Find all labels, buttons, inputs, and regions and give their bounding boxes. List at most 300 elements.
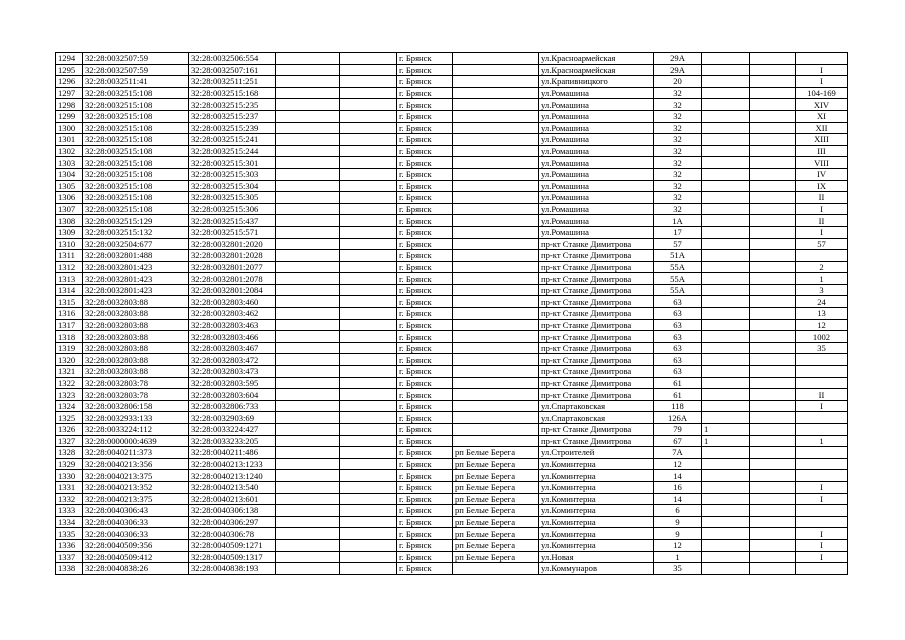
city-cell: г. Брянск bbox=[397, 250, 453, 262]
house-number-cell: 32 bbox=[654, 157, 702, 169]
row-number: 1329 bbox=[56, 458, 83, 470]
empty-col-11 bbox=[750, 145, 796, 157]
building-letter-cell bbox=[702, 551, 750, 563]
city-cell: г. Брянск bbox=[397, 157, 453, 169]
table-row bbox=[56, 493, 848, 505]
city-cell: г. Брянск bbox=[397, 493, 453, 505]
empty-col-5 bbox=[340, 354, 397, 366]
street-cell: ул.Коминтерна bbox=[539, 458, 654, 470]
empty-col-4 bbox=[276, 157, 340, 169]
settlement-cell: рп Белые Берега bbox=[453, 505, 539, 517]
empty-col-4 bbox=[276, 250, 340, 262]
empty-col-4 bbox=[276, 226, 340, 238]
empty-col-4 bbox=[276, 331, 340, 343]
street-cell: пр-кт Станке Димитрова bbox=[539, 261, 654, 273]
city-cell: г. Брянск bbox=[397, 505, 453, 517]
empty-col-4 bbox=[276, 377, 340, 389]
object-cadastral-number: 32:28:0032507:161 bbox=[189, 64, 276, 76]
object-cadastral-number: 32:28:0032515:303 bbox=[189, 168, 276, 180]
empty-col-11 bbox=[750, 505, 796, 517]
apartment-cell: II bbox=[796, 389, 848, 401]
empty-col-11 bbox=[750, 389, 796, 401]
building-letter-cell bbox=[702, 354, 750, 366]
row-number: 1300 bbox=[56, 122, 83, 134]
empty-col-5 bbox=[340, 481, 397, 493]
parcel-cadastral-number: 32:28:0040213:356 bbox=[83, 458, 189, 470]
street-cell: пр-кт Станке Димитрова bbox=[539, 366, 654, 378]
house-number-cell: 32 bbox=[654, 99, 702, 111]
settlement-cell bbox=[453, 273, 539, 285]
row-number: 1317 bbox=[56, 319, 83, 331]
object-cadastral-number: 32:28:0032803:604 bbox=[189, 389, 276, 401]
building-letter-cell bbox=[702, 539, 750, 551]
apartment-cell: I bbox=[796, 481, 848, 493]
empty-col-4 bbox=[276, 273, 340, 285]
apartment-cell: XIV bbox=[796, 99, 848, 111]
empty-col-4 bbox=[276, 215, 340, 227]
empty-col-4 bbox=[276, 435, 340, 447]
empty-col-11 bbox=[750, 180, 796, 192]
empty-col-11 bbox=[750, 412, 796, 424]
empty-col-5 bbox=[340, 296, 397, 308]
building-letter-cell bbox=[702, 122, 750, 134]
building-letter-cell bbox=[702, 238, 750, 250]
city-cell: г. Брянск bbox=[397, 528, 453, 540]
house-number-cell: 63 bbox=[654, 319, 702, 331]
empty-col-4 bbox=[276, 296, 340, 308]
building-letter-cell bbox=[702, 215, 750, 227]
house-number-cell: 32 bbox=[654, 134, 702, 146]
empty-col-5 bbox=[340, 215, 397, 227]
house-number-cell: 55А bbox=[654, 273, 702, 285]
street-cell: ул.Ромашина bbox=[539, 203, 654, 215]
empty-col-5 bbox=[340, 53, 397, 65]
empty-col-5 bbox=[340, 377, 397, 389]
city-cell: г. Брянск bbox=[397, 99, 453, 111]
table-row bbox=[56, 273, 848, 285]
street-cell: пр-кт Станке Димитрова bbox=[539, 296, 654, 308]
table-row bbox=[56, 470, 848, 482]
empty-col-11 bbox=[750, 366, 796, 378]
table-row bbox=[56, 528, 848, 540]
street-cell: пр-кт Станке Димитрова bbox=[539, 308, 654, 320]
table-row bbox=[56, 424, 848, 436]
empty-col-11 bbox=[750, 203, 796, 215]
apartment-cell: 1 bbox=[796, 273, 848, 285]
object-cadastral-number: 32:28:0032803:463 bbox=[189, 319, 276, 331]
settlement-cell bbox=[453, 342, 539, 354]
row-number: 1305 bbox=[56, 180, 83, 192]
building-letter-cell bbox=[702, 203, 750, 215]
row-number: 1306 bbox=[56, 192, 83, 204]
settlement-cell bbox=[453, 296, 539, 308]
parcel-cadastral-number: 32:28:0032515:108 bbox=[83, 99, 189, 111]
apartment-cell bbox=[796, 53, 848, 65]
street-cell: ул.Ромашина bbox=[539, 145, 654, 157]
building-letter-cell bbox=[702, 366, 750, 378]
row-number: 1303 bbox=[56, 157, 83, 169]
apartment-cell: II bbox=[796, 192, 848, 204]
object-cadastral-number: 32:28:0032803:462 bbox=[189, 308, 276, 320]
table-row bbox=[56, 203, 848, 215]
empty-col-4 bbox=[276, 528, 340, 540]
apartment-cell bbox=[796, 366, 848, 378]
row-number: 1338 bbox=[56, 563, 83, 575]
object-cadastral-number: 32:28:0032515:237 bbox=[189, 110, 276, 122]
object-cadastral-number: 32:28:0032515:235 bbox=[189, 99, 276, 111]
empty-col-11 bbox=[750, 493, 796, 505]
object-cadastral-number: 32:28:0032801:2077 bbox=[189, 261, 276, 273]
empty-col-4 bbox=[276, 238, 340, 250]
object-cadastral-number: 32:28:0032903:69 bbox=[189, 412, 276, 424]
house-number-cell: 32 bbox=[654, 203, 702, 215]
parcel-cadastral-number: 32:28:0032803:88 bbox=[83, 366, 189, 378]
empty-col-5 bbox=[340, 110, 397, 122]
empty-col-5 bbox=[340, 412, 397, 424]
apartment-cell: 57 bbox=[796, 238, 848, 250]
table-row bbox=[56, 389, 848, 401]
empty-col-11 bbox=[750, 87, 796, 99]
building-letter-cell bbox=[702, 493, 750, 505]
empty-col-4 bbox=[276, 145, 340, 157]
row-number: 1308 bbox=[56, 215, 83, 227]
object-cadastral-number: 32:28:0032803:467 bbox=[189, 342, 276, 354]
empty-col-4 bbox=[276, 342, 340, 354]
apartment-cell: II bbox=[796, 215, 848, 227]
parcel-cadastral-number: 32:28:0040213:375 bbox=[83, 493, 189, 505]
settlement-cell: рп Белые Берега bbox=[453, 493, 539, 505]
building-letter-cell bbox=[702, 296, 750, 308]
house-number-cell: 67 bbox=[654, 435, 702, 447]
street-cell: пр-кт Станке Димитрова bbox=[539, 424, 654, 436]
empty-col-4 bbox=[276, 180, 340, 192]
empty-col-11 bbox=[750, 122, 796, 134]
row-number: 1323 bbox=[56, 389, 83, 401]
city-cell: г. Брянск bbox=[397, 412, 453, 424]
empty-col-4 bbox=[276, 458, 340, 470]
table-row bbox=[56, 64, 848, 76]
apartment-cell: I bbox=[796, 528, 848, 540]
object-cadastral-number: 32:28:0032515:241 bbox=[189, 134, 276, 146]
empty-col-5 bbox=[340, 389, 397, 401]
house-number-cell: 32 bbox=[654, 180, 702, 192]
parcel-cadastral-number: 32:28:0040213:375 bbox=[83, 470, 189, 482]
city-cell: г. Брянск bbox=[397, 516, 453, 528]
building-letter-cell bbox=[702, 110, 750, 122]
empty-col-4 bbox=[276, 551, 340, 563]
row-number: 1313 bbox=[56, 273, 83, 285]
building-letter-cell: 1 bbox=[702, 435, 750, 447]
row-number: 1296 bbox=[56, 76, 83, 88]
table-row bbox=[56, 342, 848, 354]
apartment-cell: 1 bbox=[796, 435, 848, 447]
row-number: 1297 bbox=[56, 87, 83, 99]
empty-col-5 bbox=[340, 342, 397, 354]
street-cell: ул.Коминтерна bbox=[539, 505, 654, 517]
empty-col-4 bbox=[276, 400, 340, 412]
empty-col-11 bbox=[750, 226, 796, 238]
apartment-cell: 35 bbox=[796, 342, 848, 354]
apartment-cell: I bbox=[796, 64, 848, 76]
parcel-cadastral-number: 32:28:0033224:112 bbox=[83, 424, 189, 436]
house-number-cell: 55А bbox=[654, 284, 702, 296]
apartment-cell: 12 bbox=[796, 319, 848, 331]
object-cadastral-number: 32:28:0032801:2078 bbox=[189, 273, 276, 285]
empty-col-4 bbox=[276, 424, 340, 436]
building-letter-cell bbox=[702, 284, 750, 296]
empty-col-4 bbox=[276, 563, 340, 575]
parcel-cadastral-number: 32:28:0032806:158 bbox=[83, 400, 189, 412]
parcel-cadastral-number: 32:28:0032507:59 bbox=[83, 53, 189, 65]
empty-col-4 bbox=[276, 168, 340, 180]
street-cell: пр-кт Станке Димитрова bbox=[539, 319, 654, 331]
empty-col-4 bbox=[276, 516, 340, 528]
object-cadastral-number: 32:28:0032803:460 bbox=[189, 296, 276, 308]
settlement-cell bbox=[453, 192, 539, 204]
row-number: 1298 bbox=[56, 99, 83, 111]
house-number-cell: 61 bbox=[654, 377, 702, 389]
row-number: 1320 bbox=[56, 354, 83, 366]
settlement-cell bbox=[453, 238, 539, 250]
settlement-cell bbox=[453, 99, 539, 111]
table-row bbox=[56, 134, 848, 146]
empty-col-5 bbox=[340, 284, 397, 296]
apartment-cell: 2 bbox=[796, 261, 848, 273]
empty-col-4 bbox=[276, 53, 340, 65]
object-cadastral-number: 32:28:0032515:239 bbox=[189, 122, 276, 134]
row-number: 1314 bbox=[56, 284, 83, 296]
empty-col-11 bbox=[750, 296, 796, 308]
apartment-cell bbox=[796, 354, 848, 366]
house-number-cell: 12 bbox=[654, 539, 702, 551]
street-cell: ул.Ромашина bbox=[539, 192, 654, 204]
table-row bbox=[56, 447, 848, 459]
street-cell: ул.Ромашина bbox=[539, 180, 654, 192]
table-row bbox=[56, 435, 848, 447]
empty-col-11 bbox=[750, 458, 796, 470]
parcel-cadastral-number: 32:28:0032504:677 bbox=[83, 238, 189, 250]
settlement-cell: рп Белые Берега bbox=[453, 470, 539, 482]
street-cell: ул.Ромашина bbox=[539, 87, 654, 99]
street-cell: ул.Коминтерна bbox=[539, 516, 654, 528]
empty-col-5 bbox=[340, 447, 397, 459]
row-number: 1335 bbox=[56, 528, 83, 540]
building-letter-cell bbox=[702, 226, 750, 238]
empty-col-5 bbox=[340, 470, 397, 482]
object-cadastral-number: 32:28:0040213:1233 bbox=[189, 458, 276, 470]
row-number: 1304 bbox=[56, 168, 83, 180]
building-letter-cell bbox=[702, 308, 750, 320]
parcel-cadastral-number: 32:28:0032803:78 bbox=[83, 389, 189, 401]
object-cadastral-number: 32:28:0040213:540 bbox=[189, 481, 276, 493]
house-number-cell: 63 bbox=[654, 296, 702, 308]
apartment-cell bbox=[796, 505, 848, 517]
apartment-cell bbox=[796, 458, 848, 470]
street-cell: пр-кт Станке Димитрова bbox=[539, 389, 654, 401]
cadastral-register-table bbox=[55, 52, 848, 575]
table-row bbox=[56, 458, 848, 470]
empty-col-11 bbox=[750, 481, 796, 493]
table-row bbox=[56, 551, 848, 563]
empty-col-4 bbox=[276, 366, 340, 378]
building-letter-cell bbox=[702, 180, 750, 192]
house-number-cell: 32 bbox=[654, 122, 702, 134]
parcel-cadastral-number: 32:28:0032515:108 bbox=[83, 203, 189, 215]
parcel-cadastral-number: 32:28:0032801:423 bbox=[83, 284, 189, 296]
house-number-cell: 16 bbox=[654, 481, 702, 493]
building-letter-cell bbox=[702, 331, 750, 343]
street-cell: ул.Коминтерна bbox=[539, 539, 654, 551]
street-cell: ул.Коминтерна bbox=[539, 470, 654, 482]
table-row bbox=[56, 308, 848, 320]
table-row bbox=[56, 319, 848, 331]
street-cell: ул.Коминтерна bbox=[539, 481, 654, 493]
object-cadastral-number: 32:28:0032515:437 bbox=[189, 215, 276, 227]
settlement-cell: рп Белые Берега bbox=[453, 516, 539, 528]
empty-col-4 bbox=[276, 389, 340, 401]
parcel-cadastral-number: 32:28:0032511:41 bbox=[83, 76, 189, 88]
building-letter-cell bbox=[702, 64, 750, 76]
city-cell: г. Брянск bbox=[397, 122, 453, 134]
object-cadastral-number: 32:28:0032801:2028 bbox=[189, 250, 276, 262]
building-letter-cell bbox=[702, 412, 750, 424]
settlement-cell bbox=[453, 76, 539, 88]
street-cell: пр-кт Станке Димитрова bbox=[539, 284, 654, 296]
city-cell: г. Брянск bbox=[397, 53, 453, 65]
settlement-cell bbox=[453, 157, 539, 169]
table-row bbox=[56, 412, 848, 424]
house-number-cell: 1А bbox=[654, 215, 702, 227]
city-cell: г. Брянск bbox=[397, 87, 453, 99]
city-cell: г. Брянск bbox=[397, 400, 453, 412]
house-number-cell: 51А bbox=[654, 250, 702, 262]
house-number-cell: 6 bbox=[654, 505, 702, 517]
parcel-cadastral-number: 32:28:0032515:132 bbox=[83, 226, 189, 238]
table-row bbox=[56, 110, 848, 122]
empty-col-11 bbox=[750, 76, 796, 88]
city-cell: г. Брянск bbox=[397, 366, 453, 378]
table-row bbox=[56, 563, 848, 575]
row-number: 1326 bbox=[56, 424, 83, 436]
building-letter-cell bbox=[702, 481, 750, 493]
street-cell: пр-кт Станке Димитрова bbox=[539, 354, 654, 366]
object-cadastral-number: 32:28:0032803:472 bbox=[189, 354, 276, 366]
city-cell: г. Брянск bbox=[397, 551, 453, 563]
building-letter-cell bbox=[702, 134, 750, 146]
empty-col-4 bbox=[276, 308, 340, 320]
table-row bbox=[56, 157, 848, 169]
empty-col-5 bbox=[340, 238, 397, 250]
empty-col-11 bbox=[750, 110, 796, 122]
apartment-cell: I bbox=[796, 226, 848, 238]
house-number-cell: 63 bbox=[654, 342, 702, 354]
empty-col-11 bbox=[750, 284, 796, 296]
street-cell: ул.Спартаковская bbox=[539, 412, 654, 424]
settlement-cell: рп Белые Берега bbox=[453, 528, 539, 540]
empty-col-5 bbox=[340, 331, 397, 343]
city-cell: г. Брянск bbox=[397, 168, 453, 180]
object-cadastral-number: 32:28:0032806:733 bbox=[189, 400, 276, 412]
street-cell: ул.Ромашина bbox=[539, 110, 654, 122]
empty-col-5 bbox=[340, 203, 397, 215]
house-number-cell: 29А bbox=[654, 53, 702, 65]
settlement-cell bbox=[453, 331, 539, 343]
house-number-cell: 29А bbox=[654, 64, 702, 76]
street-cell: ул.Коминтерна bbox=[539, 528, 654, 540]
apartment-cell: XII bbox=[796, 122, 848, 134]
row-number: 1307 bbox=[56, 203, 83, 215]
settlement-cell bbox=[453, 377, 539, 389]
object-cadastral-number: 32:28:0033233:205 bbox=[189, 435, 276, 447]
object-cadastral-number: 32:28:0040213:601 bbox=[189, 493, 276, 505]
parcel-cadastral-number: 32:28:0040838:26 bbox=[83, 563, 189, 575]
empty-col-11 bbox=[750, 215, 796, 227]
city-cell: г. Брянск bbox=[397, 180, 453, 192]
empty-col-5 bbox=[340, 319, 397, 331]
parcel-cadastral-number: 32:28:0040306:33 bbox=[83, 516, 189, 528]
empty-col-5 bbox=[340, 424, 397, 436]
row-number: 1310 bbox=[56, 238, 83, 250]
apartment-cell: XIII bbox=[796, 134, 848, 146]
settlement-cell bbox=[453, 261, 539, 273]
building-letter-cell bbox=[702, 470, 750, 482]
parcel-cadastral-number: 32:28:0000000:4639 bbox=[83, 435, 189, 447]
empty-col-5 bbox=[340, 192, 397, 204]
apartment-cell bbox=[796, 447, 848, 459]
empty-col-5 bbox=[340, 145, 397, 157]
settlement-cell bbox=[453, 424, 539, 436]
settlement-cell bbox=[453, 110, 539, 122]
city-cell: г. Брянск bbox=[397, 377, 453, 389]
table-row bbox=[56, 250, 848, 262]
row-number: 1321 bbox=[56, 366, 83, 378]
parcel-cadastral-number: 32:28:0032801:423 bbox=[83, 273, 189, 285]
empty-col-11 bbox=[750, 308, 796, 320]
settlement-cell bbox=[453, 354, 539, 366]
row-number: 1328 bbox=[56, 447, 83, 459]
empty-col-4 bbox=[276, 447, 340, 459]
empty-col-5 bbox=[340, 528, 397, 540]
object-cadastral-number: 32:28:0032803:473 bbox=[189, 366, 276, 378]
city-cell: г. Брянск bbox=[397, 563, 453, 575]
table-row bbox=[56, 99, 848, 111]
table-row bbox=[56, 87, 848, 99]
empty-col-11 bbox=[750, 99, 796, 111]
building-letter-cell bbox=[702, 342, 750, 354]
city-cell: г. Брянск bbox=[397, 145, 453, 157]
parcel-cadastral-number: 32:28:0032515:129 bbox=[83, 215, 189, 227]
parcel-cadastral-number: 32:28:0032803:88 bbox=[83, 308, 189, 320]
apartment-cell bbox=[796, 250, 848, 262]
row-number: 1294 bbox=[56, 53, 83, 65]
settlement-cell bbox=[453, 563, 539, 575]
settlement-cell bbox=[453, 284, 539, 296]
house-number-cell: 57 bbox=[654, 238, 702, 250]
settlement-cell bbox=[453, 389, 539, 401]
empty-col-11 bbox=[750, 168, 796, 180]
street-cell: ул.Ромашина bbox=[539, 226, 654, 238]
house-number-cell: 118 bbox=[654, 400, 702, 412]
house-number-cell: 14 bbox=[654, 470, 702, 482]
city-cell: г. Брянск bbox=[397, 203, 453, 215]
object-cadastral-number: 32:28:0040838:193 bbox=[189, 563, 276, 575]
street-cell: ул.Новая bbox=[539, 551, 654, 563]
object-cadastral-number: 32:28:0032511:251 bbox=[189, 76, 276, 88]
table-row bbox=[56, 168, 848, 180]
table-row bbox=[56, 354, 848, 366]
row-number: 1302 bbox=[56, 145, 83, 157]
document-page bbox=[55, 52, 848, 575]
